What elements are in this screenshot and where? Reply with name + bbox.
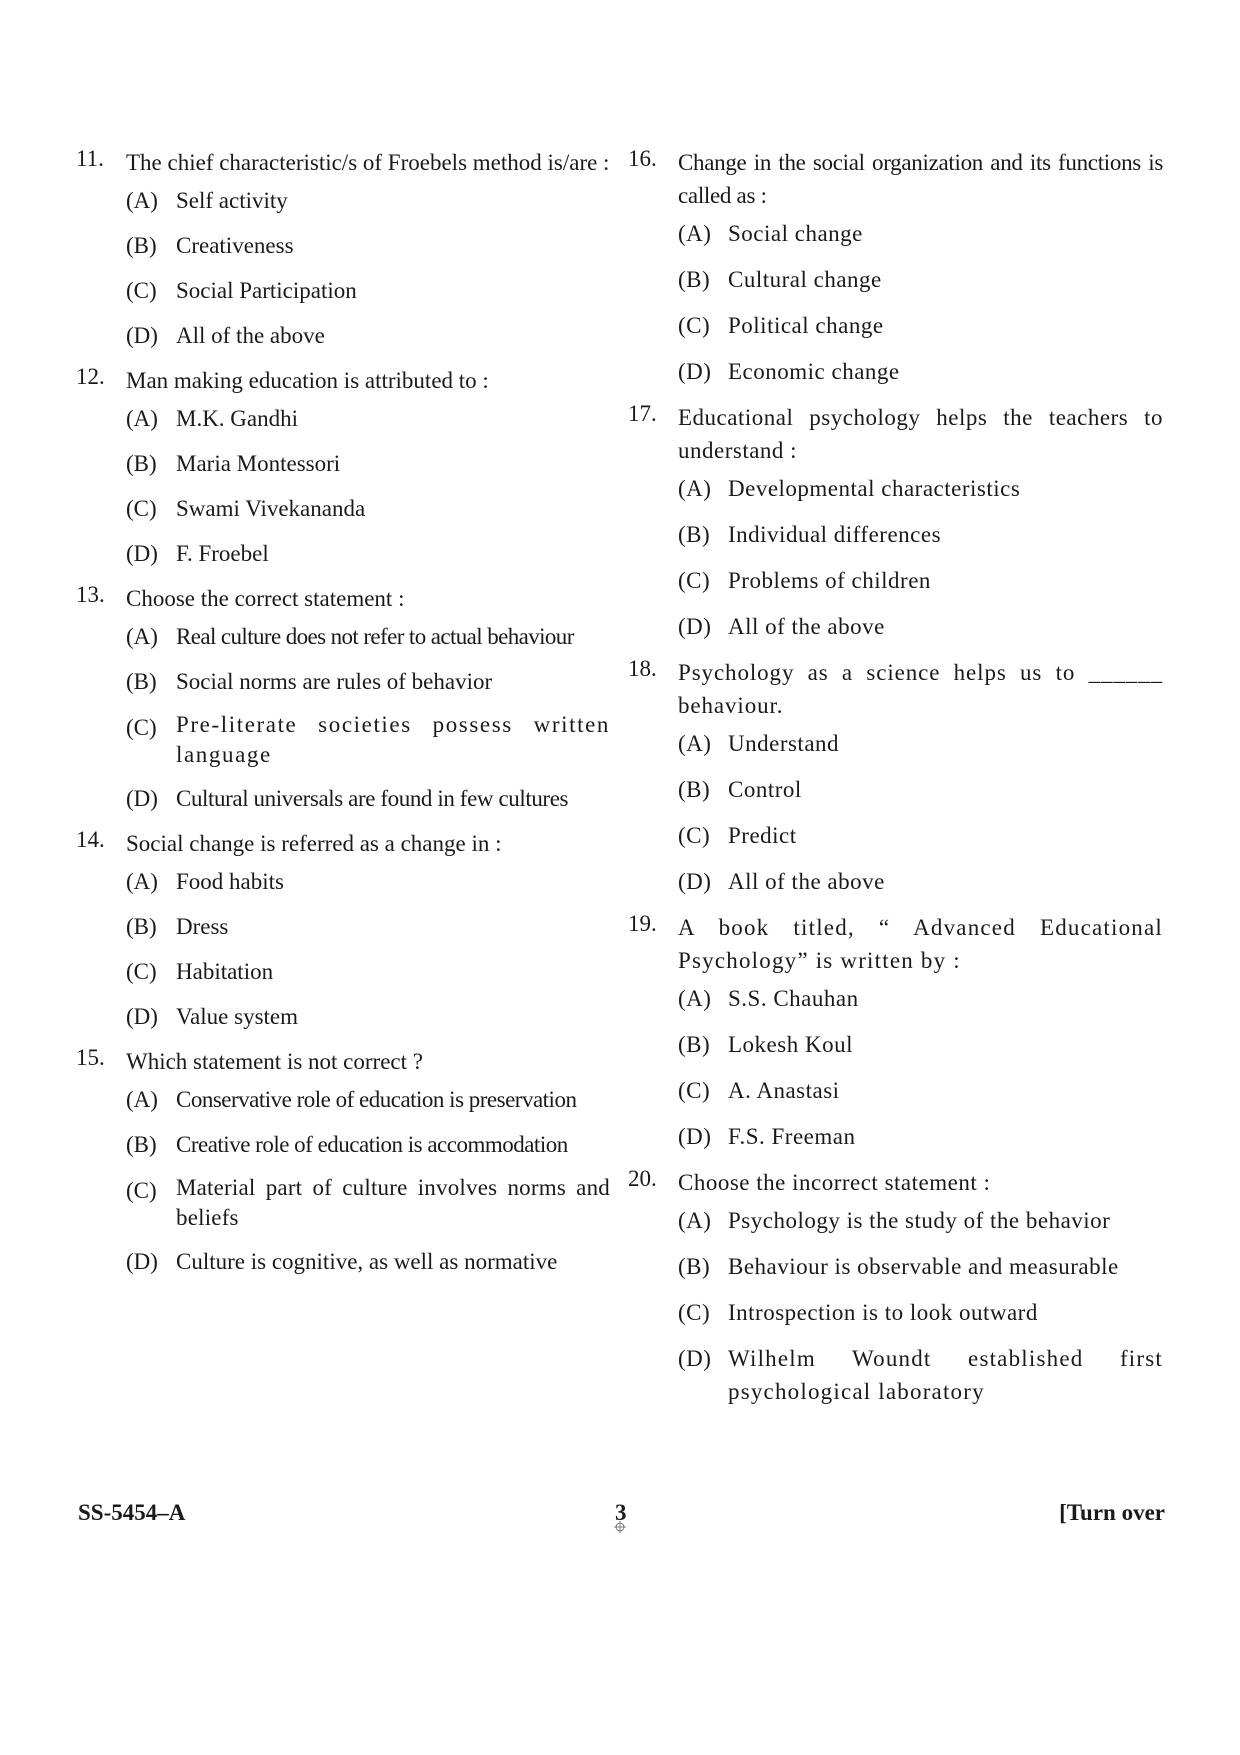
- option-label: (B): [678, 777, 711, 802]
- option-c: [678, 1296, 1163, 1329]
- option-label: (C): [126, 715, 157, 740]
- question-number: 20.: [628, 1166, 657, 1191]
- option-c: [126, 1173, 610, 1233]
- option-label: (B): [678, 1032, 711, 1057]
- question-text: Social change is referred as a change in :: [126, 831, 502, 856]
- option-a: [126, 402, 610, 435]
- question-text: A book titled, “ Advanced Educational Psychology” is written by :: [678, 915, 1163, 973]
- option-text: Problems of children: [728, 568, 931, 593]
- question-14: [76, 827, 610, 1033]
- right-column: [628, 146, 1163, 1421]
- option-label: (A): [678, 986, 712, 1011]
- option-label: (C): [126, 1178, 157, 1203]
- option-b: [126, 447, 610, 480]
- option-text: Dress: [176, 914, 229, 939]
- turn-over-label: [Turn over: [1059, 1500, 1165, 1525]
- option-label: (C): [126, 278, 157, 303]
- option-label: (B): [678, 267, 711, 292]
- option-text: F. Froebel: [176, 541, 269, 566]
- option-label: (A): [678, 476, 712, 501]
- option-d: [678, 1120, 1163, 1153]
- option-text: Swami Vivekananda: [176, 496, 366, 521]
- option-label: (A): [126, 188, 158, 213]
- question-text: Choose the correct statement :: [126, 586, 405, 611]
- options-list: [678, 1204, 1163, 1408]
- option-text: Predict: [728, 823, 797, 848]
- options-list: [126, 865, 610, 1033]
- option-b: [126, 910, 610, 943]
- option-d: [678, 1342, 1163, 1408]
- option-text: F.S. Freeman: [728, 1124, 856, 1149]
- option-d: [126, 537, 610, 570]
- option-d: [678, 355, 1163, 388]
- option-c: [126, 710, 610, 770]
- option-label: (B): [126, 233, 157, 258]
- question-number: 13.: [76, 582, 105, 607]
- option-c: [126, 955, 610, 988]
- question-number: 14.: [76, 827, 105, 852]
- page-number: 3: [615, 1500, 627, 1525]
- question-text: Psychology as a science helps us to ______ behaviour.: [678, 660, 1163, 718]
- option-label: (C): [678, 823, 711, 848]
- option-label: (A): [678, 731, 712, 756]
- option-text: Real culture does not refer to actual behaviour: [176, 624, 574, 649]
- option-label: (B): [126, 1132, 157, 1157]
- option-text: Social Participation: [176, 278, 357, 303]
- option-label: (B): [678, 1254, 711, 1279]
- option-b: [126, 229, 610, 262]
- option-c: [678, 1074, 1163, 1107]
- option-label: (C): [126, 959, 157, 984]
- option-text: Developmental characteristics: [728, 476, 1021, 501]
- option-text: Maria Montessori: [176, 451, 341, 476]
- question-18: [628, 656, 1163, 898]
- option-text: Food habits: [176, 869, 284, 894]
- registration-mark-icon: [614, 1521, 626, 1533]
- option-text: Cultural universals are found in few cultures: [176, 786, 569, 811]
- option-b: [126, 1128, 610, 1161]
- option-d: [126, 1245, 610, 1278]
- question-text: Man making education is attributed to :: [126, 368, 489, 393]
- option-label: (B): [126, 914, 157, 939]
- question-number: 16.: [628, 146, 657, 171]
- option-a: [678, 472, 1163, 505]
- option-label: (D): [126, 541, 158, 566]
- question-15: [76, 1045, 610, 1278]
- option-text: Behaviour is observable and measurable: [728, 1254, 1119, 1279]
- option-label: (C): [678, 313, 711, 338]
- option-a: [678, 1204, 1163, 1237]
- option-label: (A): [126, 869, 158, 894]
- option-label: (C): [678, 1300, 711, 1325]
- question-text: The chief characteristic/s of Froebels method is/are :: [126, 150, 610, 175]
- option-d: [126, 1000, 610, 1033]
- option-b: [126, 665, 610, 698]
- options-list: [678, 217, 1163, 388]
- question-number: 17.: [628, 401, 657, 426]
- option-text: Social norms are rules of behavior: [176, 669, 493, 694]
- option-label: (D): [678, 614, 712, 639]
- page-footer: [78, 1500, 1165, 1540]
- question-text: Change in the social organization and its functions is called as :: [678, 150, 1163, 208]
- option-label: (B): [126, 451, 157, 476]
- option-text: Creativeness: [176, 233, 294, 258]
- option-label: (C): [678, 568, 711, 593]
- option-b: [678, 1028, 1163, 1061]
- paper-code: SS-5454–A: [78, 1500, 186, 1525]
- option-a: [678, 727, 1163, 760]
- option-text: Conservative role of education is preservation: [176, 1087, 577, 1112]
- option-a: [678, 217, 1163, 250]
- question-number: 12.: [76, 364, 105, 389]
- option-text: Control: [728, 777, 802, 802]
- option-text: Individual differences: [728, 522, 942, 547]
- option-text: Cultural change: [728, 267, 882, 292]
- question-number: 19.: [628, 911, 657, 936]
- question-13: [76, 582, 610, 815]
- options-list: [678, 982, 1163, 1153]
- option-label: (D): [126, 1249, 158, 1274]
- question-19: [628, 911, 1163, 1153]
- option-label: (D): [678, 1124, 712, 1149]
- option-text: Psychology is the study of the behavior: [728, 1208, 1111, 1233]
- option-label: (C): [126, 496, 157, 521]
- options-list: [126, 184, 610, 352]
- option-text: All of the above: [728, 614, 885, 639]
- option-label: (D): [678, 869, 712, 894]
- option-label: (B): [126, 669, 157, 694]
- option-text: A. Anastasi: [728, 1078, 840, 1103]
- options-list: [126, 620, 610, 815]
- option-b: [678, 773, 1163, 806]
- option-label: (D): [126, 1004, 158, 1029]
- options-list: [678, 727, 1163, 898]
- option-text: Habitation: [176, 959, 274, 984]
- option-c: [678, 309, 1163, 342]
- question-20: [628, 1166, 1163, 1408]
- option-c: [126, 274, 610, 307]
- option-b: [678, 1250, 1163, 1283]
- option-b: [678, 518, 1163, 551]
- question-11: [76, 146, 610, 352]
- option-text: S.S. Chauhan: [728, 986, 859, 1011]
- option-d: [678, 865, 1163, 898]
- options-list: [126, 402, 610, 570]
- option-b: [678, 263, 1163, 296]
- option-text: Self activity: [176, 188, 288, 213]
- question-number: 11.: [76, 146, 104, 171]
- option-text: Economic change: [728, 359, 900, 384]
- option-label: (C): [678, 1078, 711, 1103]
- option-a: [126, 1083, 610, 1116]
- option-d: [126, 319, 610, 352]
- option-text: Political change: [728, 313, 884, 338]
- option-label: (A): [678, 1208, 712, 1233]
- option-label: (D): [678, 359, 712, 384]
- option-label: (A): [678, 221, 712, 246]
- option-label: (A): [126, 406, 158, 431]
- options-list: [126, 1083, 610, 1278]
- option-text: Introspection is to look outward: [728, 1300, 1038, 1325]
- option-text: Pre-literate societies possess written language: [176, 712, 610, 767]
- option-a: [126, 184, 610, 217]
- question-text: Which statement is not correct ?: [126, 1049, 423, 1074]
- question-12: [76, 364, 610, 570]
- question-number: 18.: [628, 656, 657, 681]
- question-16: [628, 146, 1163, 388]
- option-text: Social change: [728, 221, 863, 246]
- option-d: [678, 610, 1163, 643]
- option-label: (B): [678, 522, 711, 547]
- left-column: [76, 146, 610, 1290]
- option-text: M.K. Gandhi: [176, 406, 299, 431]
- option-text: Understand: [728, 731, 840, 756]
- option-a: [126, 620, 610, 653]
- option-c: [678, 564, 1163, 597]
- option-label: (D): [678, 1346, 712, 1371]
- option-text: Culture is cognitive, as well as normative: [176, 1249, 558, 1274]
- option-text: Value system: [176, 1004, 299, 1029]
- option-d: [126, 782, 610, 815]
- option-label: (A): [126, 1087, 158, 1112]
- option-c: [126, 492, 610, 525]
- option-text: Material part of culture involves norms and beliefs: [176, 1175, 610, 1230]
- option-c: [678, 819, 1163, 852]
- option-a: [678, 982, 1163, 1015]
- options-list: [678, 472, 1163, 643]
- option-text: Wilhelm Woundt established first psychological laboratory: [728, 1346, 1163, 1404]
- question-text: Choose the incorrect statement :: [678, 1170, 991, 1195]
- option-text: All of the above: [176, 323, 325, 348]
- question-17: [628, 401, 1163, 643]
- option-text: Creative role of education is accommodation: [176, 1132, 568, 1157]
- option-text: All of the above: [728, 869, 885, 894]
- question-text: Educational psychology helps the teachers to understand :: [678, 405, 1163, 463]
- option-a: [126, 865, 610, 898]
- option-label: (D): [126, 786, 158, 811]
- option-text: Lokesh Koul: [728, 1032, 853, 1057]
- option-label: (A): [126, 624, 158, 649]
- question-number: 15.: [76, 1045, 105, 1070]
- option-label: (D): [126, 323, 158, 348]
